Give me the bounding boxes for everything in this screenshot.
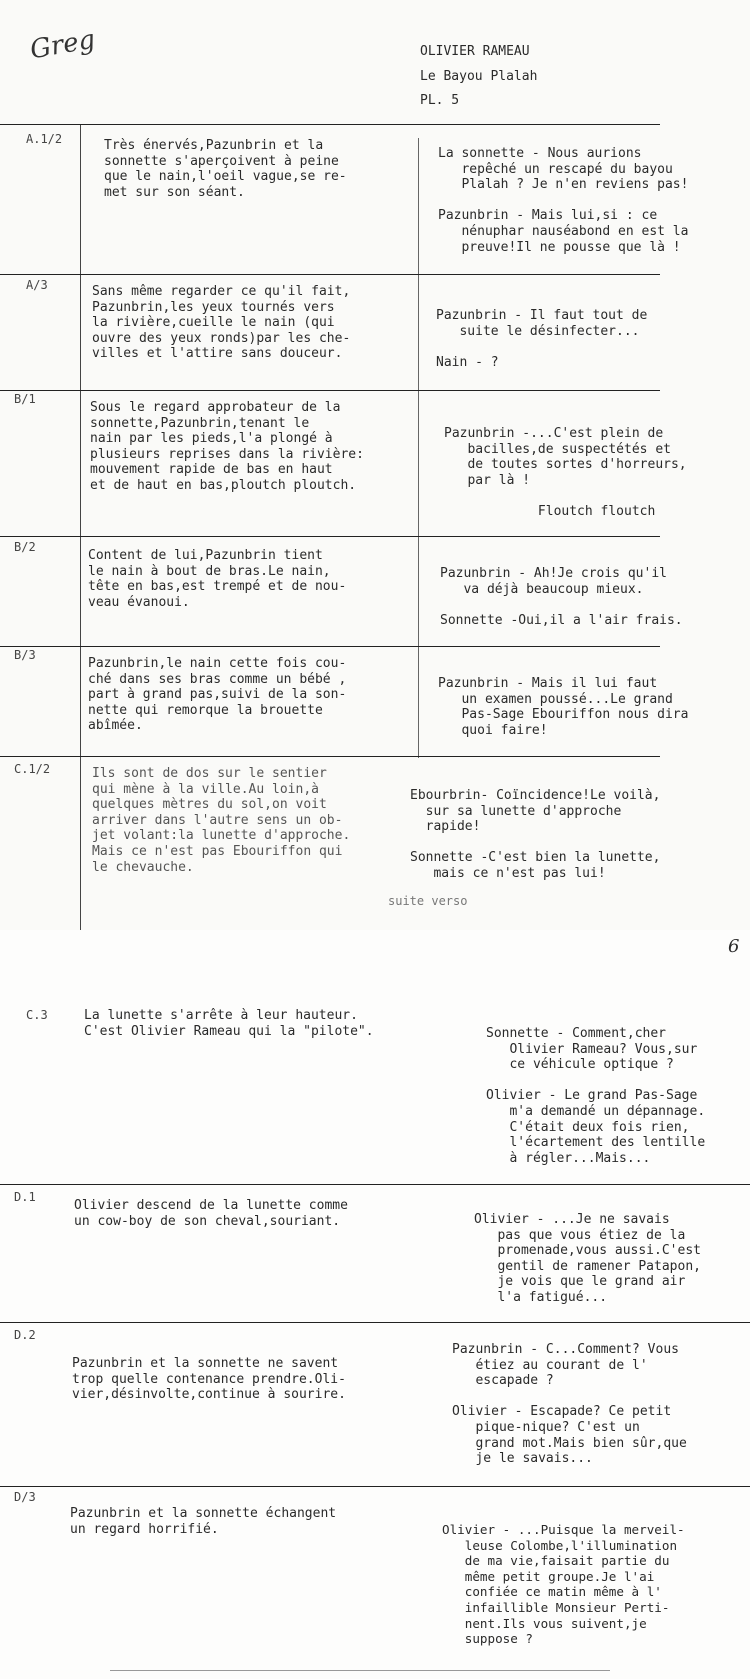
panel-separator xyxy=(0,1322,750,1323)
panel-ref: D.2 xyxy=(14,1328,36,1342)
panel-dialogue: Pazunbrin - Ah!Je crois qu'il va déjà beaucoup mieux. Sonnette -Oui,il a l'air frais. xyxy=(440,566,683,628)
panel-description: Content de lui,Pazunbrin tient le nain à bout de bras.Le nain, tête en bas,est trempé et de nou- veau évanoui. xyxy=(88,548,347,610)
panel-separator xyxy=(0,390,660,391)
panel-separator xyxy=(0,756,660,757)
panel-separator xyxy=(0,124,660,125)
panel-ref: A/3 xyxy=(26,278,48,292)
panel-description: Sous le regard approbateur de la sonnette,Pazunbrin,tenant le nain par les pieds,l'a plongé à plusieurs reprises dans la rivière: mouvement rapide de bas en haut et de haut en bas,ploutch ploutch. xyxy=(90,400,364,493)
panel-ref: B/2 xyxy=(14,540,36,554)
panel-separator xyxy=(0,1184,750,1185)
panel-ref: C.1/2 xyxy=(14,762,51,776)
panel-description: Sans même regarder ce qu'il fait, Pazunbrin,les yeux tournés vers la rivière,cueille le nain (qui ouvre des yeux ronds)par les che- villes et l'attire sans douceur. xyxy=(92,284,351,362)
panel-dialogue: Ebourbrin- Coïncidence!Le voilà, sur sa lunette d'approche rapide! Sonnette -C'est bien la lunette, mais ce n'est pas lui! xyxy=(410,788,661,881)
signature-logo: Greg xyxy=(27,24,98,66)
panel-ref: B/3 xyxy=(14,648,36,662)
panel-ref: D/3 xyxy=(14,1490,36,1504)
panel-dialogue: Pazunbrin - C...Comment? Vous étiez au courant de l' escapade ? Olivier - Escapade? Ce petit pique-nique? C'est un grand mot.Mais bien sûr,que je le savais... xyxy=(452,1342,687,1467)
panel-ref: B/1 xyxy=(14,392,36,406)
panel-dialogue: Sonnette - Comment,cher Olivier Rameau? Vous,sur ce véhicule optique ? Olivier - Le grand Pas-Sage m'a demandé un dépannage. C'était deux fois rien, l'écartement des lentille à régler...Mais... xyxy=(486,1026,706,1166)
page-footer-note: suite verso xyxy=(388,894,468,908)
panel-separator xyxy=(0,1486,750,1487)
page-two xyxy=(0,930,750,1679)
panel-description: Pazunbrin et la sonnette ne savent trop quelle contenance prendre.Oli- vier,désinvolte,continue à sourire. xyxy=(72,1356,346,1403)
panel-description: Olivier descend de la lunette comme un cow-boy de son cheval,souriant. xyxy=(74,1198,348,1229)
panel-dialogue: Pazunbrin -...C'est plein de bacilles,de suspectétés et de toutes sortes d'horreurs, par là ! Floutch floutch xyxy=(444,426,687,519)
panel-ref: C.3 xyxy=(26,1008,48,1022)
panel-description: Très énervés,Pazunbrin et la sonnette s'aperçoivent à peine que le nain,l'oeil vague,se re- met sur son séant. xyxy=(104,138,347,200)
header-plate: PL. 5 xyxy=(420,93,460,108)
panel-dialogue: Olivier - ...Je ne savais pas que vous étiez de la promenade,vous aussi.C'est gentil de ramener Patapon, je vois que le grand air l'a fatigué... xyxy=(474,1212,701,1305)
panel-dialogue: La sonnette - Nous aurions repêché un rescapé du bayou Plalah ? Je n'en reviens pas! Pazunbrin - Mais lui,si : ce nénuphar nauséabond en est la preuve!Il ne pousse que là ! xyxy=(438,146,689,255)
header-author: OLIVIER RAMEAU xyxy=(420,44,530,59)
panel-separator xyxy=(0,536,660,537)
panel-dialogue: Pazunbrin - Mais il lui faut un examen poussé...Le grand Pas-Sage Ebouriffon nous dira quoi faire! xyxy=(438,676,689,738)
column-divider xyxy=(418,138,419,758)
panel-dialogue: Pazunbrin - Il faut tout de suite le désinfecter... Nain - ? xyxy=(436,308,648,370)
page-bottom-edge xyxy=(110,1670,610,1671)
column-divider xyxy=(80,124,81,930)
panel-description: Pazunbrin et la sonnette échangent un regard horrifié. xyxy=(70,1506,337,1537)
panel-description: La lunette s'arrête à leur hauteur. C'est Olivier Rameau qui la "pilote". xyxy=(84,1008,374,1039)
panel-dialogue: Olivier - ...Puisque la merveil- leuse Colombe,l'illumination de ma vie,faisait partie du même petit groupe.Je l'ai confiée ce matin même à l' infaillible Monsieur Perti- nent.Ils vous suivent,je suppose ? xyxy=(442,1522,685,1647)
header-title: Le Bayou Plalah xyxy=(420,69,538,84)
panel-separator xyxy=(0,274,660,275)
panel-ref: D.1 xyxy=(14,1190,36,1204)
panel-ref: A.1/2 xyxy=(26,132,63,146)
panel-description: Ils sont de dos sur le sentier qui mène à la ville.Au loin,à quelques mètres du sol,on voit arriver dans l'autre sens un ob- jet volant:la lunette d'approche. Mais ce n'est pas Ebouriffon qui le chevauche. xyxy=(92,766,351,875)
panel-separator xyxy=(0,646,660,647)
panel-description: Pazunbrin,le nain cette fois cou- ché dans ses bras comme un bébé , part à grand pas,suivi de la son- nette qui remorque la brouette abîmée. xyxy=(88,656,347,734)
page-number: 6 xyxy=(728,936,740,957)
